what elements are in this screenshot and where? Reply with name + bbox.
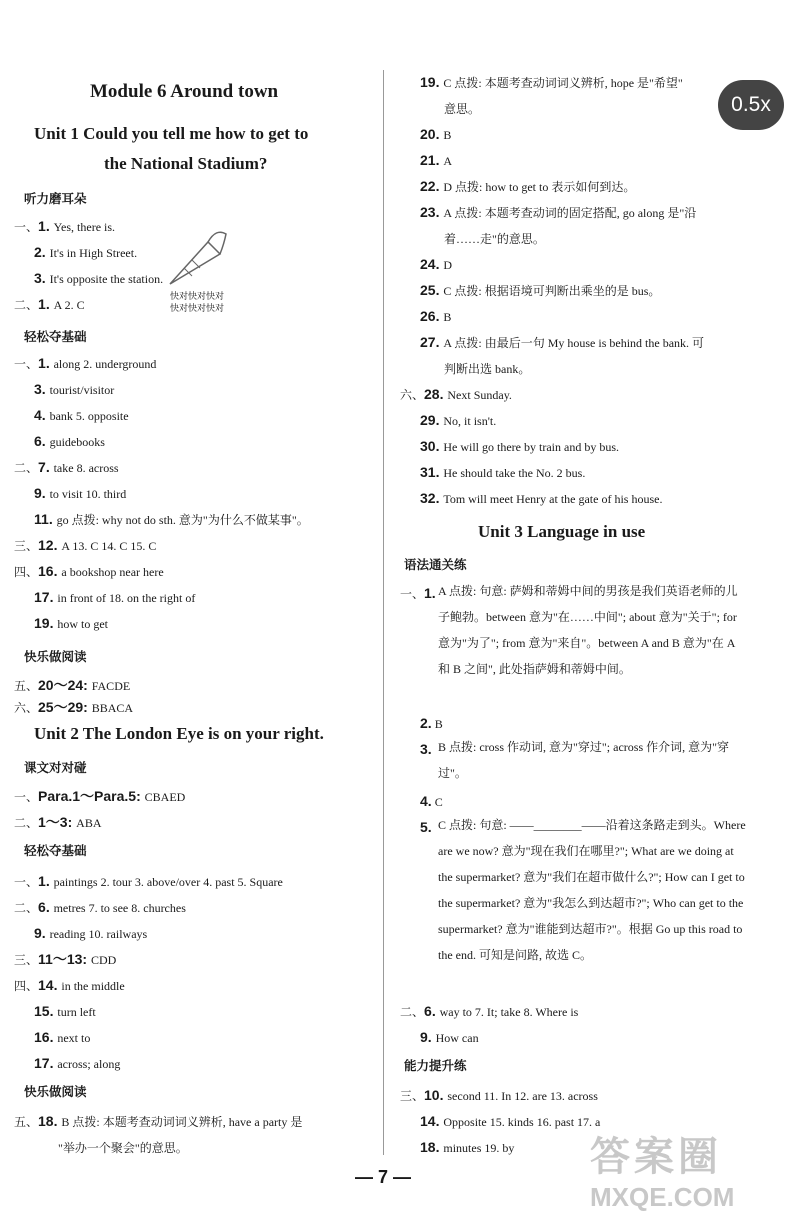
answer-text: way to 7. It; take 8. Where is bbox=[439, 1005, 579, 1019]
answer-line bbox=[34, 244, 137, 261]
answer-text: reading 10. railways bbox=[49, 927, 148, 941]
answer-line bbox=[444, 230, 545, 247]
answer-number: 29 bbox=[420, 412, 436, 428]
answer-dot: . bbox=[41, 381, 50, 397]
answer-number: 11 bbox=[34, 511, 49, 527]
answer-number: 16 bbox=[38, 563, 54, 579]
answer-text: take 8. across bbox=[53, 461, 119, 475]
section-grammar: 语法通关练 bbox=[404, 558, 467, 572]
answer-text: It's opposite the station. bbox=[49, 272, 164, 286]
answer-dot: : bbox=[83, 677, 92, 693]
answer-number: 1 bbox=[38, 296, 46, 312]
answer-dot: . bbox=[49, 1029, 58, 1045]
answer-dot: . bbox=[435, 256, 444, 272]
answer-prefix: 三、 bbox=[400, 1089, 425, 1103]
answer-prefix: 一、 bbox=[14, 875, 39, 889]
u3-q1-text: A 点拨: 句意: 萨姆和蒂姆中间的男孩是我们英语老师的儿子鲍勃。between 意为"在……中间"; about 意为"关于"; for 意为"为了"; from 意为"来自"。between A and B 意为"在 A 和 B 之间", 此处指萨姆和蒂姆中间。 bbox=[438, 584, 738, 676]
answer-dot: . bbox=[45, 899, 54, 915]
answer-number: 6 bbox=[34, 433, 42, 449]
answer-prefix: 二、 bbox=[14, 461, 39, 475]
answer-line bbox=[14, 788, 185, 805]
answer-number: 10 bbox=[424, 1087, 440, 1103]
playback-speed-badge[interactable]: 0.5x bbox=[718, 80, 784, 130]
answer-number: 9 bbox=[34, 925, 42, 941]
answer-line bbox=[400, 1087, 598, 1104]
section-basics-1: 轻松夺基础 bbox=[24, 330, 87, 344]
answer-line bbox=[14, 563, 164, 580]
answer-number: 18 bbox=[420, 1139, 436, 1155]
answer-line bbox=[420, 204, 696, 221]
answer-line bbox=[14, 699, 133, 716]
answer-number: 27 bbox=[420, 334, 436, 350]
answer-dot: . bbox=[45, 459, 54, 475]
answer-number: 2 bbox=[34, 244, 42, 260]
answer-text: CDD bbox=[90, 953, 117, 967]
answer-text: D 点拨: how to get to 表示如何到达。 bbox=[443, 180, 636, 194]
answer-line bbox=[420, 1113, 600, 1130]
answer-text: guidebooks bbox=[49, 435, 105, 449]
unit1-title-line1: Unit 1 Could you tell me how to get to bbox=[34, 124, 309, 143]
page-number: — 7 — bbox=[355, 1167, 412, 1187]
answer-text: bank 5. opposite bbox=[49, 409, 129, 423]
answer-dot: . bbox=[45, 355, 54, 371]
answer-text: He will go there by train and by bus. bbox=[443, 440, 619, 454]
answer-line bbox=[420, 126, 451, 143]
answer-dot: : bbox=[82, 951, 91, 967]
answer-number: 9 bbox=[420, 1029, 428, 1045]
answer-dot: . bbox=[49, 589, 58, 605]
answer-line bbox=[420, 1139, 514, 1156]
answer-dot: . bbox=[53, 1113, 62, 1129]
answer-line bbox=[34, 485, 126, 502]
answer-text: He should take the No. 2 bus. bbox=[443, 466, 586, 480]
answer-text: C 点拨: 本题考查动词词义辨析, hope 是"希望" bbox=[443, 76, 683, 90]
answer-line bbox=[34, 381, 114, 398]
answer-dot: . bbox=[49, 1055, 58, 1071]
answer-line bbox=[34, 433, 105, 450]
answer-text: second 11. In 12. are 13. across bbox=[447, 1089, 598, 1103]
section-text-match: 课文对对碰 bbox=[24, 761, 87, 775]
answer-dot: . bbox=[435, 204, 444, 220]
carrot-caption-2: 快对快对快对 bbox=[170, 304, 225, 314]
answer-line bbox=[420, 490, 662, 507]
answer-text: 判断出选 bank。 bbox=[444, 362, 531, 376]
answer-dot: : bbox=[83, 699, 92, 715]
carrot-icon bbox=[160, 222, 240, 297]
answer-text: in the middle bbox=[61, 979, 125, 993]
carrot-caption-1: 快对快对快对 bbox=[170, 292, 225, 302]
answer-dot: . bbox=[45, 296, 54, 312]
answer-dot: . bbox=[439, 386, 448, 402]
answer-number: 16 bbox=[34, 1029, 50, 1045]
answer-line bbox=[420, 152, 452, 169]
answer-dot: . bbox=[435, 74, 444, 90]
answer-number: 3 bbox=[34, 270, 42, 286]
answer-number: 19 bbox=[420, 74, 436, 90]
answer-text: a bookshop near here bbox=[61, 565, 164, 579]
answer-text: minutes 19. by bbox=[443, 1141, 515, 1155]
answer-prefix: 五、 bbox=[14, 679, 39, 693]
answer-prefix: 二、 bbox=[400, 1005, 425, 1019]
answer-prefix: 二、 bbox=[14, 816, 39, 830]
answer-line bbox=[34, 407, 129, 424]
answer-number: 6 bbox=[38, 899, 46, 915]
answer-line bbox=[34, 1003, 96, 1020]
answer-dot: . bbox=[435, 334, 444, 350]
answer-line bbox=[14, 977, 125, 994]
answer-line bbox=[58, 1139, 188, 1156]
answer-prefix: 三、 bbox=[14, 953, 39, 967]
answer-number: 1 bbox=[38, 873, 46, 889]
answer-line bbox=[420, 334, 704, 351]
answer-number: 7 bbox=[38, 459, 46, 475]
answer-number: 15 bbox=[34, 1003, 50, 1019]
answer-text: B bbox=[443, 310, 452, 324]
answer-prefix: 四、 bbox=[14, 979, 39, 993]
section-listening: 听力磨耳朵 bbox=[24, 192, 87, 206]
answer-text: Opposite 15. kinds 16. past 17. a bbox=[443, 1115, 601, 1129]
answer-text: go 点拨: why not do sth. 意为"为什么不做某事"。 bbox=[56, 513, 309, 527]
answer-number: 24 bbox=[420, 256, 436, 272]
answer-dot: . bbox=[439, 1087, 448, 1103]
answer-dot: . bbox=[45, 218, 54, 234]
answer-line bbox=[14, 873, 283, 890]
answer-number: 4 bbox=[34, 407, 42, 423]
answer-number: 11～13 bbox=[38, 951, 83, 967]
answer-line bbox=[34, 589, 195, 606]
answer-dot: . bbox=[53, 537, 62, 553]
answer-number: 6 bbox=[424, 1003, 432, 1019]
answer-text: Tom will meet Henry at the gate of his house. bbox=[443, 492, 663, 506]
answer-dot: . bbox=[435, 464, 444, 480]
answer-number: 9 bbox=[34, 485, 42, 501]
answer-number: 3 bbox=[34, 381, 42, 397]
answer-line bbox=[420, 1029, 479, 1046]
answer-number: Para.1～Para.5 bbox=[38, 788, 137, 804]
answer-number: 17 bbox=[34, 589, 50, 605]
answer-line bbox=[400, 1003, 578, 1020]
answer-number: 14 bbox=[420, 1113, 436, 1129]
answer-number: 17 bbox=[34, 1055, 50, 1071]
answer-text: turn left bbox=[57, 1005, 96, 1019]
answer-dot: . bbox=[41, 925, 50, 941]
answer-dot: . bbox=[45, 873, 54, 889]
answer-number: 1 bbox=[38, 355, 46, 371]
unit2-title: Unit 2 The London Eye is on your right. bbox=[34, 724, 324, 743]
answer-line bbox=[14, 459, 119, 476]
answer-dot: . bbox=[41, 433, 50, 449]
answer-number: 19 bbox=[34, 615, 50, 631]
unit1-title-line2: the National Stadium? bbox=[104, 154, 268, 173]
answer-line bbox=[444, 100, 480, 117]
answer-text: Yes, there is. bbox=[53, 220, 116, 234]
answer-text: 着……走"的意思。 bbox=[444, 232, 545, 246]
answer-dot: . bbox=[435, 178, 444, 194]
answer-text: C 点拨: 根据语境可判断出乘坐的是 bus。 bbox=[443, 284, 661, 298]
u3-q2: 2. B bbox=[420, 715, 443, 731]
answer-prefix: 六、 bbox=[14, 701, 39, 715]
answer-text: A bbox=[443, 154, 453, 168]
answer-text: ABA bbox=[76, 816, 102, 830]
answer-number: 20 bbox=[420, 126, 436, 142]
answer-line bbox=[14, 899, 186, 916]
answer-line bbox=[14, 537, 156, 554]
answer-dot: . bbox=[49, 615, 58, 631]
u3-q5-text: C 点拨: 句意: ——________——沿着这条路走到头。Where are we now? 意为"现在我们在哪里?"; What are we doing at the supermarket? 意为"我们在超市做什么?"; How can I get to the supermarket? 意为"我怎么到达超市?"; Who can get to the supermarket? 意为"谁能到达超市?"。根据 Go up this road to the end. 可知是问路, 故选 C。 bbox=[438, 818, 746, 962]
section-reading-2: 快乐做阅读 bbox=[24, 1085, 87, 1099]
answer-prefix: 二、 bbox=[14, 298, 39, 312]
answer-line bbox=[420, 412, 496, 429]
answer-dot: . bbox=[435, 308, 444, 324]
answer-line bbox=[14, 814, 102, 831]
answer-line bbox=[420, 74, 683, 91]
answer-text: A 点拨: 本题考查动词的固定搭配, go along 是"沿 bbox=[443, 206, 697, 220]
answer-line bbox=[420, 282, 660, 299]
answer-dot: . bbox=[435, 412, 444, 428]
answer-text: FACDE bbox=[91, 679, 131, 693]
answer-line bbox=[14, 355, 156, 372]
answer-dot: . bbox=[48, 511, 57, 527]
answer-text: It's in High Street. bbox=[49, 246, 138, 260]
answer-number: 32 bbox=[420, 490, 436, 506]
answer-text: tourist/visitor bbox=[49, 383, 115, 397]
answer-dot: . bbox=[435, 438, 444, 454]
answer-line bbox=[34, 1055, 120, 1072]
answer-dot: . bbox=[53, 977, 62, 993]
answer-line bbox=[444, 360, 530, 377]
answer-text: BBACA bbox=[91, 701, 134, 715]
answer-dot: . bbox=[427, 1029, 436, 1045]
answer-line bbox=[34, 270, 163, 287]
unit3-title: Unit 3 Language in use bbox=[478, 522, 646, 541]
answer-prefix: 二、 bbox=[14, 901, 39, 915]
module-title: Module 6 Around town bbox=[90, 81, 279, 102]
answer-line bbox=[14, 296, 85, 313]
answer-number: 14 bbox=[38, 977, 54, 993]
answer-text: B 点拨: 本题考查动词词义辨析, have a party 是 bbox=[61, 1115, 303, 1129]
answer-number: 25～29 bbox=[38, 699, 84, 715]
answer-number: 12 bbox=[38, 537, 54, 553]
answer-text: next to bbox=[57, 1031, 91, 1045]
answer-prefix: 四、 bbox=[14, 565, 39, 579]
section-ability: 能力提升练 bbox=[404, 1059, 467, 1073]
answer-dot: . bbox=[435, 1113, 444, 1129]
answer-text: A 13. C 14. C 15. C bbox=[61, 539, 157, 553]
answer-line bbox=[34, 925, 147, 942]
answer-text: in front of 18. on the right of bbox=[57, 591, 196, 605]
answer-dot: : bbox=[67, 814, 77, 830]
section-basics-2: 轻松夺基础 bbox=[24, 844, 87, 858]
answer-line bbox=[420, 178, 635, 195]
answer-text: "举办一个聚会"的意思。 bbox=[58, 1141, 188, 1155]
answer-line bbox=[14, 218, 115, 235]
answer-prefix: 一、 bbox=[14, 790, 39, 804]
answer-number: 20～24 bbox=[38, 677, 84, 693]
u3-q5-prefix: 5. bbox=[420, 819, 432, 835]
answer-number: 30 bbox=[420, 438, 436, 454]
answer-dot: . bbox=[435, 126, 444, 142]
answer-dot: : bbox=[136, 788, 145, 804]
answer-prefix: 一、 bbox=[14, 357, 39, 371]
u3-q4: 4. C bbox=[420, 793, 443, 809]
answer-text: 意思。 bbox=[444, 102, 481, 116]
answer-text: How can bbox=[435, 1031, 479, 1045]
answer-number: 23 bbox=[420, 204, 436, 220]
answer-dot: . bbox=[53, 563, 62, 579]
answer-dot: . bbox=[41, 485, 50, 501]
answer-dot: . bbox=[431, 1003, 440, 1019]
u3-q3-text: B 点拨: cross 作动词, 意为"穿过"; across 作介词, 意为"穿过"。 bbox=[438, 740, 730, 780]
answer-prefix: 五、 bbox=[14, 1115, 39, 1129]
answer-number: 26 bbox=[420, 308, 436, 324]
answer-line bbox=[420, 308, 451, 325]
answer-line bbox=[14, 677, 130, 694]
answer-text: paintings 2. tour 3. above/over 4. past 5. Square bbox=[53, 875, 283, 889]
answer-text: No, it isn't. bbox=[443, 414, 497, 428]
answer-text: A 点拨: 由最后一句 My house is behind the bank. 可 bbox=[443, 336, 705, 350]
answer-number: 21 bbox=[420, 152, 436, 168]
answer-line bbox=[14, 1113, 302, 1130]
answer-line bbox=[420, 464, 585, 481]
answer-dot: . bbox=[49, 1003, 58, 1019]
answer-text: across; along bbox=[57, 1057, 121, 1071]
answer-prefix: 六、 bbox=[400, 388, 425, 402]
answer-number: 28 bbox=[424, 386, 440, 402]
answer-line bbox=[420, 438, 619, 455]
answer-line bbox=[420, 256, 452, 273]
u3-q3-prefix: 3. bbox=[420, 741, 432, 757]
answer-number: 1～3 bbox=[38, 814, 68, 830]
watermark: 答案圈 MXQE.COM bbox=[590, 1135, 735, 1212]
answer-line bbox=[34, 1029, 90, 1046]
column-divider bbox=[383, 70, 384, 1155]
answer-dot: . bbox=[41, 407, 50, 423]
answer-number: 22 bbox=[420, 178, 436, 194]
answer-number: 18 bbox=[38, 1113, 54, 1129]
answer-text: D bbox=[443, 258, 453, 272]
answer-dot: . bbox=[41, 244, 50, 260]
answer-prefix: 三、 bbox=[14, 539, 39, 553]
answer-number: 31 bbox=[420, 464, 436, 480]
answer-text: how to get bbox=[57, 617, 109, 631]
answer-text: along 2. underground bbox=[53, 357, 157, 371]
answer-text: B bbox=[443, 128, 452, 142]
answer-line bbox=[34, 615, 108, 632]
answer-dot: . bbox=[435, 490, 444, 506]
answer-text: to visit 10. third bbox=[49, 487, 127, 501]
answer-number: 1 bbox=[38, 218, 46, 234]
answer-dot: . bbox=[41, 270, 50, 286]
answer-dot: . bbox=[435, 1139, 444, 1155]
answer-line bbox=[34, 511, 309, 528]
answer-dot: . bbox=[435, 152, 444, 168]
section-reading-1: 快乐做阅读 bbox=[24, 650, 87, 664]
answer-text: Next Sunday. bbox=[447, 388, 512, 402]
answer-line bbox=[14, 951, 116, 968]
answer-prefix: 一、 bbox=[14, 220, 39, 234]
answer-dot: . bbox=[435, 282, 444, 298]
answer-text: metres 7. to see 8. churches bbox=[53, 901, 186, 915]
u3-q1-prefix: 一、1. bbox=[400, 585, 436, 601]
answer-line bbox=[400, 386, 512, 403]
answer-text: A 2. C bbox=[53, 298, 85, 312]
answer-number: 25 bbox=[420, 282, 436, 298]
answer-text: CBAED bbox=[144, 790, 186, 804]
